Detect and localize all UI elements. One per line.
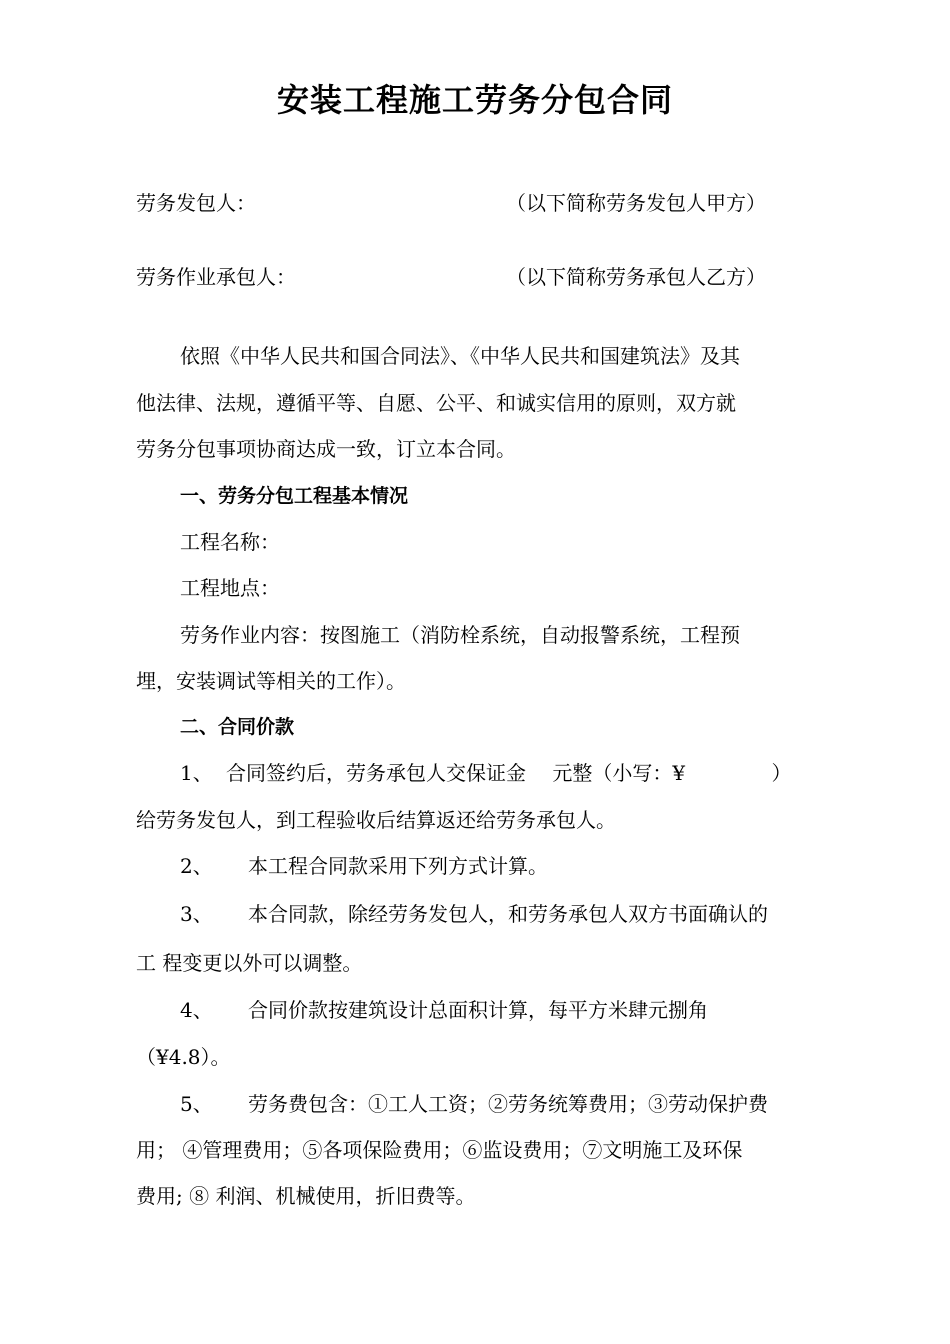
party-b-row [136,262,836,292]
project-name-field: 工程名称： [180,530,280,554]
section-2-heading: 二、合同价款 [180,716,295,738]
document-title: 安装工程施工劳务分包合同 [276,81,673,119]
clause-2-text: 本工程合同款采用下列方式计算。 [248,854,548,878]
clause-4-text: 合同价款按建筑设计总面积计算，每平方米肆元捌角 [248,998,708,1022]
preamble-line-1: 依照《中华人民共和国合同法》、《中华人民共和国建筑法》及其 [180,344,740,368]
clause-5-line-1 [180,1089,836,1119]
clause-4-line-1 [180,995,836,1025]
work-content-line-2: 埋，安装调试等相关的工作）。 [136,669,406,693]
party-a-row [136,188,836,218]
clause-5-text: 劳务费包含：①工人工资；②劳务统筹费用；③劳动保护费 [248,1092,768,1116]
clause-1-number: 1、 [180,761,213,785]
preamble-line-2: 他法律、法规，遵循平等、自愿、公平、和诚实信用的原则，双方就 [136,391,736,415]
clause-4-line-2: （¥4.8）。 [136,1045,231,1069]
clause-5-number: 5、 [180,1092,213,1116]
clause-2-number: 2、 [180,854,213,878]
party-b-note: （以下简称劳务承包人乙方） [506,265,766,289]
clause-3-line-1 [180,899,836,929]
party-b-label: 劳务作业承包人： [136,265,296,289]
clause-3-number: 3、 [180,902,213,926]
party-a-label: 劳务发包人： [136,191,256,215]
project-location-field: 工程地点： [180,576,280,600]
clause-4-number: 4、 [180,998,213,1022]
clause-5-line-3: 费用; ⑧ 利润、机械使用，折旧费等。 [136,1184,476,1208]
preamble-line-3: 劳务分包事项协商达成一致，订立本合同。 [136,437,516,461]
clause-3-text: 本合同款，除经劳务发包人，和劳务承包人双方书面确认的 [248,902,768,926]
clause-3-line-2: 工 程变更以外可以调整。 [136,951,363,975]
work-content-line-1: 劳务作业内容：按图施工（消防栓系统，自动报警系统，工程预 [180,623,740,647]
clause-5-line-2: 用； ④管理费用；⑤各项保险费用；⑥监设费用；⑦文明施工及环保 [136,1138,743,1162]
party-a-note: （以下简称劳务发包人甲方） [506,191,766,215]
clause-1-line-2: 给劳务发包人，到工程验收后结算返还给劳务承包人。 [136,808,616,832]
section-1-heading: 一、劳务分包工程基本情况 [180,485,409,507]
clause-1-text: 合同签约后，劳务承包人交保证金 元整（小写：¥ ） [226,761,792,785]
clause-1-line-1 [180,758,836,788]
clause-2-line-1 [180,851,836,881]
